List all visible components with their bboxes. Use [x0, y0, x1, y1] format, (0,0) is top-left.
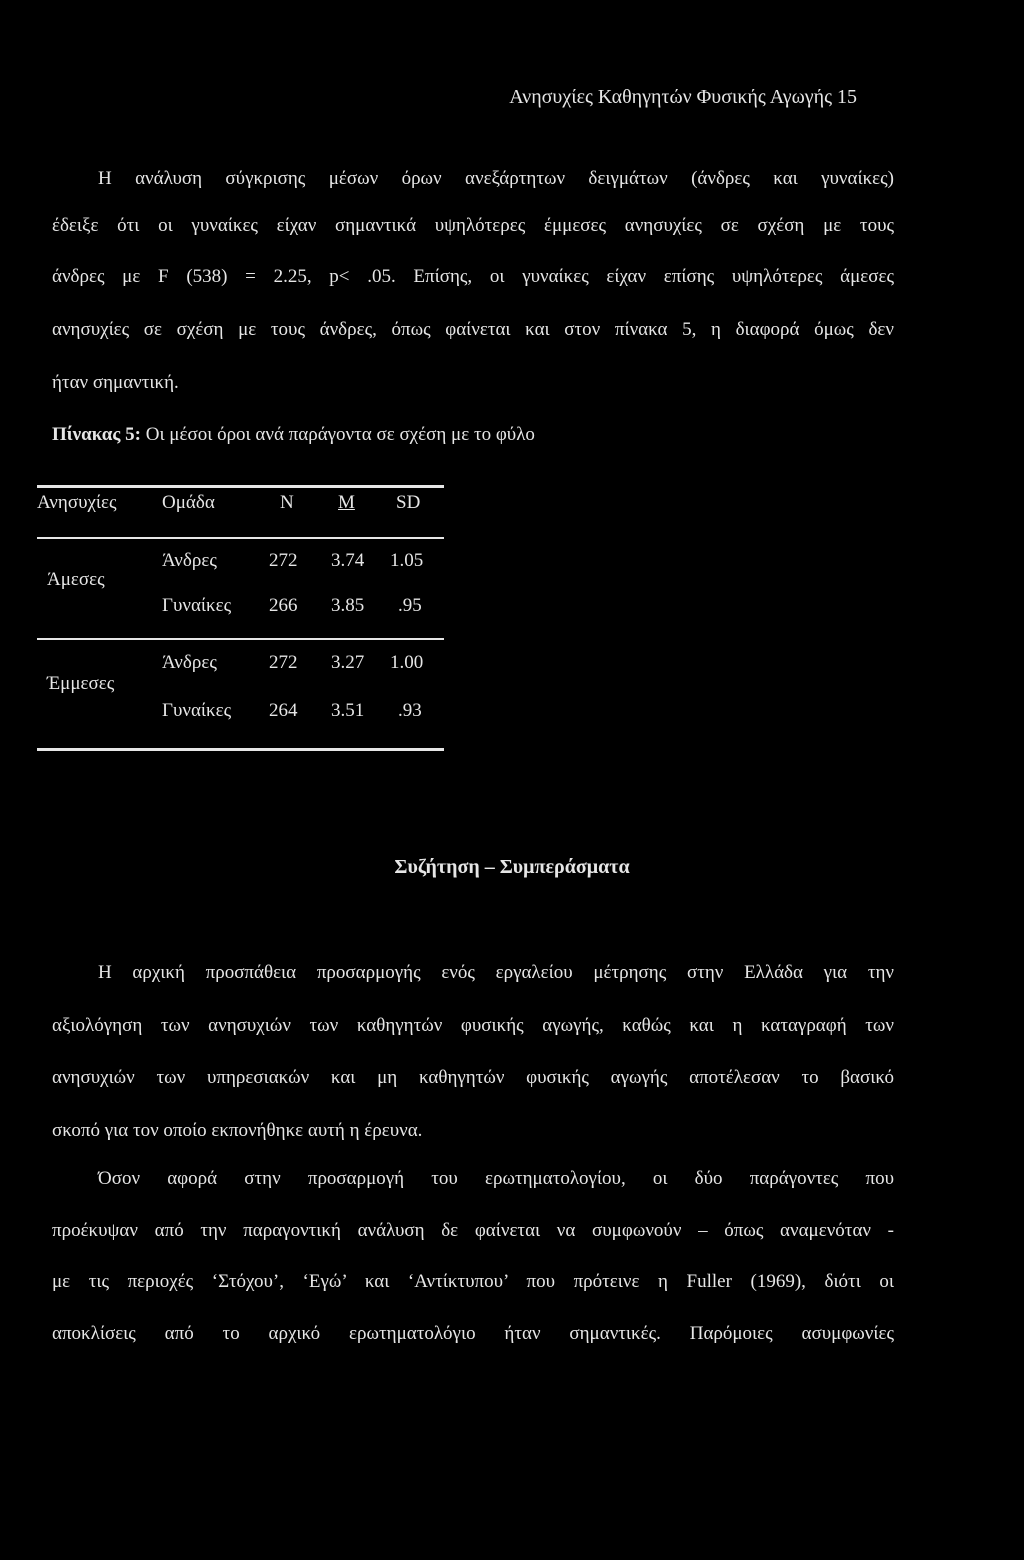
running-header: Ανησυχίες Καθηγητών Φυσικής Αγωγής 15: [509, 86, 857, 108]
table-row-group: Άνδρες: [162, 550, 217, 571]
paragraph1-line-2: έδειξε ότι οι γυναίκες είχαν σημαντικά υψηλότερες έμμεσες ανησυχίες σε σχέση με τους: [52, 215, 894, 236]
table-category-direct: Άμεσες: [47, 569, 105, 590]
paragraph3-line-4: αποκλίσεις από το αρχικό ερωτηματολόγιο ήταν σημαντικές. Παρόμοιες ασυμφωνίες: [52, 1323, 894, 1344]
section-heading: Συζήτηση – Συμπεράσματα: [394, 856, 630, 878]
table-row-m: 3.74: [331, 550, 365, 571]
column-header-m: M: [338, 492, 355, 513]
paragraph1-line-4: ανησυχίες σε σχέση με τους άνδρες, όπως φαίνεται και στον πίνακα 5, η διαφορά όμως δεν: [52, 319, 894, 340]
table-row-m: 3.27: [331, 652, 365, 673]
paragraph2-line-4: σκοπό για τον οποίο εκπονήθηκε αυτή η έρευνα.: [52, 1120, 423, 1141]
paragraph3-line-3: με τις περιοχές ‘Στόχου’, ‘Εγώ’ και ‘Αντίκτυπου’ που πρότεινε η Fuller (1969), διότι οι: [52, 1271, 894, 1292]
table-row-group: Άνδρες: [162, 652, 217, 673]
paragraph3-line-1: Όσον αφορά στην προσαρμογή του ερωτηματολογίου, οι δύο παράγοντες που: [98, 1168, 894, 1189]
table-row-sd: 1.00: [390, 652, 424, 673]
table-row-m: 3.85: [331, 595, 365, 616]
table-bottom-rule: [37, 748, 444, 751]
paragraph3-line-2: προέκυψαν από την παραγοντική ανάλυση δε φαίνεται να συμφωνούν – όπως αναμενόταν -: [52, 1220, 894, 1241]
table-caption-text: Οι μέσοι όροι ανά παράγοντα σε σχέση με το φύλο: [145, 424, 535, 445]
table-row-n: 272: [269, 550, 298, 571]
table-top-rule: [37, 485, 444, 488]
table-header-rule: [37, 537, 444, 539]
table-row-sd: 1.05: [390, 550, 424, 571]
paragraph1-line-3: άνδρες με F (538) = 2.25, p< .05. Επίσης, οι γυναίκες είχαν επίσης υψηλότερες άμεσες: [52, 266, 894, 287]
table-row-group: Γυναίκες: [162, 700, 232, 721]
table-caption-label: Πίνακας 5:: [52, 424, 141, 445]
column-header-n: N: [280, 492, 294, 513]
paragraph2-line-2: αξιολόγηση των ανησυχιών των καθηγητών φυσικής αγωγής, καθώς και η καταγραφή των: [52, 1015, 894, 1036]
column-header-group: Ομάδα: [162, 492, 215, 513]
table-caption: [52, 424, 535, 446]
paragraph1-line-1: Η ανάλυση σύγκρισης μέσων όρων ανεξάρτητων δειγμάτων (άνδρες και γυναίκες): [98, 168, 894, 189]
table-category-indirect: Έμμεσες: [47, 673, 115, 694]
column-header-concerns: Ανησυχίες: [37, 492, 117, 513]
table-row-n: 264: [269, 700, 298, 721]
table-row-group: Γυναίκες: [162, 595, 232, 616]
table-row-n: 272: [269, 652, 298, 673]
paragraph2-line-3: ανησυχιών των υπηρεσιακών και μη καθηγητών φυσικής αγωγής αποτέλεσαν το βασικό: [52, 1067, 894, 1088]
table-row-sd: .93: [398, 700, 422, 721]
paragraph1-line-5: ήταν σημαντική.: [52, 372, 179, 393]
table-row-n: 266: [269, 595, 298, 616]
table-row-sd: .95: [398, 595, 422, 616]
table-row-m: 3.51: [331, 700, 365, 721]
paragraph2-line-1: Η αρχική προσπάθεια προσαρμογής ενός εργαλείου μέτρησης στην Ελλάδα για την: [98, 962, 894, 983]
table-group-rule: [37, 638, 444, 640]
column-header-sd: SD: [396, 492, 421, 513]
